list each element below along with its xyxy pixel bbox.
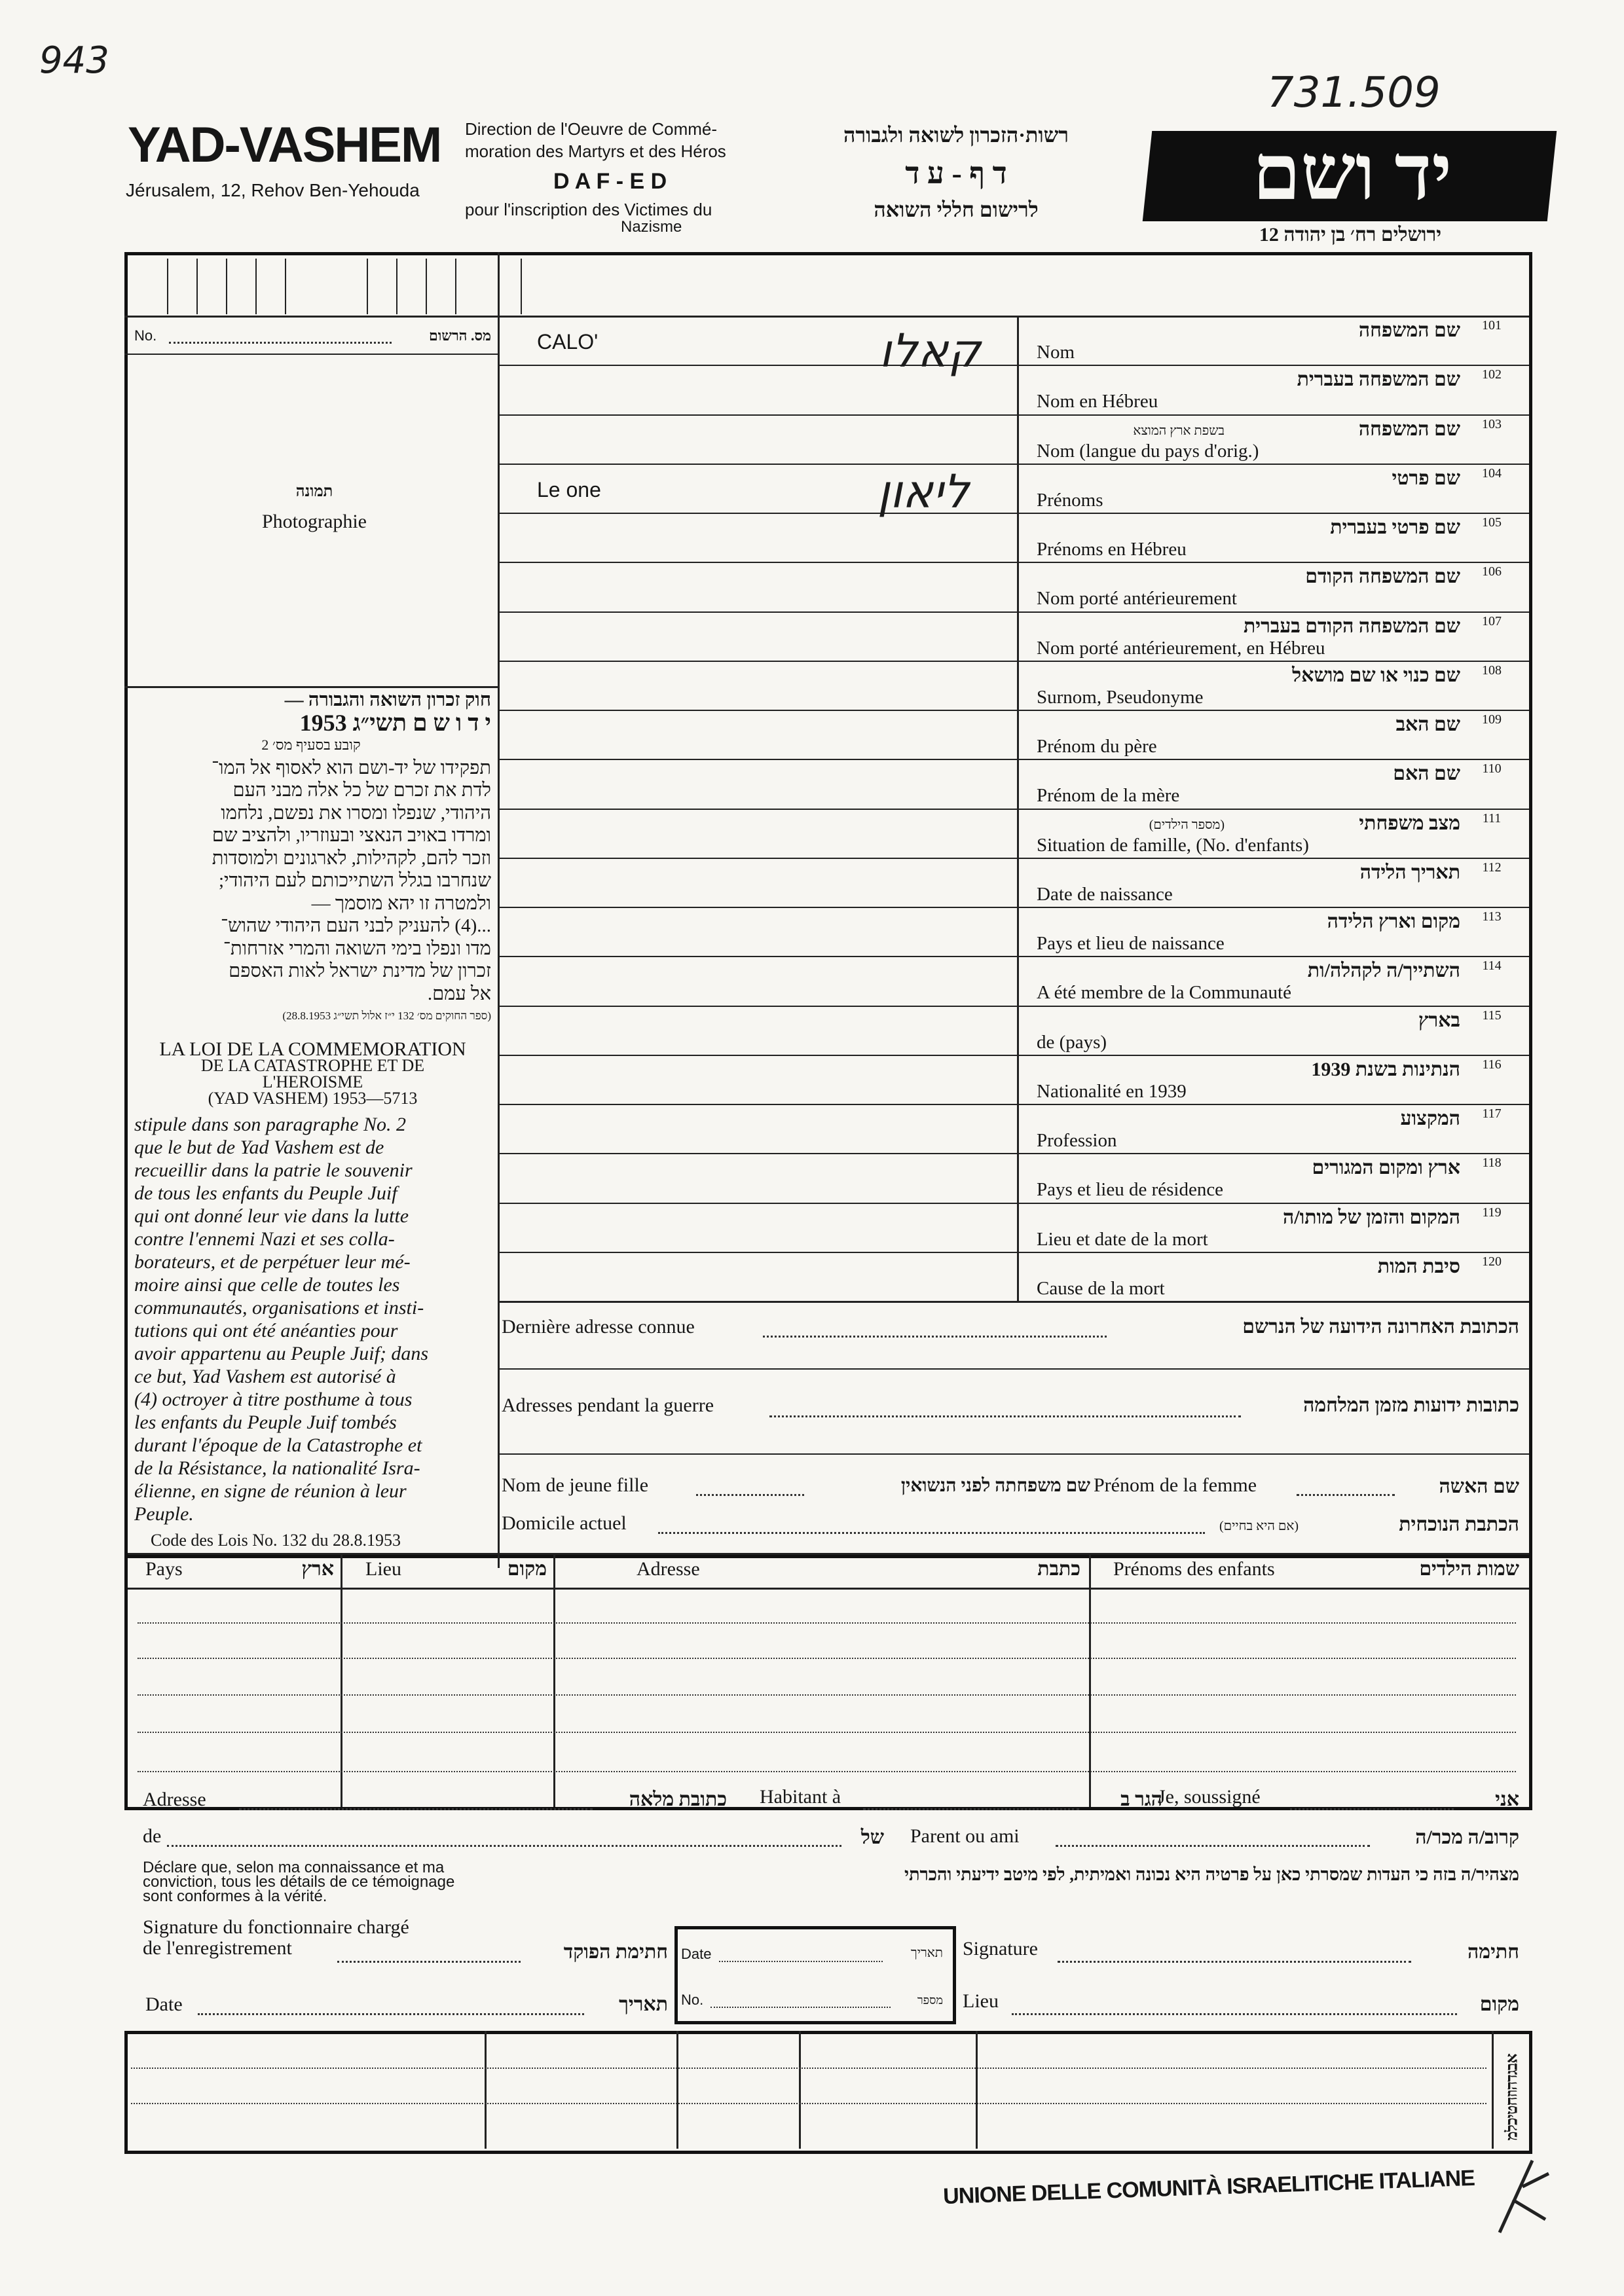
sig-official-label xyxy=(143,1917,409,1959)
field-label-fr-104: Prénoms xyxy=(1037,489,1103,511)
field-label-he-102: שם המשפחה בעברית xyxy=(1297,369,1460,391)
sig-official-line: Signature du fonctionnaire chargé xyxy=(143,1916,409,1938)
field-row-line xyxy=(498,907,1529,908)
tick-5 xyxy=(285,259,286,314)
reg-no-line xyxy=(124,354,498,355)
signature-field[interactable] xyxy=(1058,1961,1411,1963)
stamp-no-field[interactable] xyxy=(710,2007,891,2008)
field-number-113: 113 xyxy=(1482,909,1502,924)
field-label-he-small-103: בשפת ארץ המוצא xyxy=(1133,423,1225,438)
field-value-109[interactable] xyxy=(537,724,832,754)
de-label-he: של xyxy=(860,1827,884,1848)
law-fr-line: de tous les enfants du Peuple Juif xyxy=(134,1182,397,1204)
field-row-line xyxy=(498,661,1529,662)
wife-name-label-he: שם האשה xyxy=(1439,1476,1519,1497)
war-address-label-he: כתובות ידועות מזמן המלחמה xyxy=(1303,1394,1519,1416)
field-value-114[interactable] xyxy=(537,970,832,1000)
field-label-he-small-111: (מספר הילדים) xyxy=(1149,817,1225,832)
field-row-line xyxy=(498,858,1529,859)
field-label-fr-117: Profession xyxy=(1037,1130,1117,1151)
stamp-date-label: Date xyxy=(681,1946,712,1962)
tick-9 xyxy=(455,259,456,314)
field-label-fr-113: Pays et lieu de naissance xyxy=(1037,933,1225,954)
children-col-3 xyxy=(1089,1553,1091,1807)
field-number-118: 118 xyxy=(1482,1156,1502,1171)
office-col-3 xyxy=(799,2031,801,2149)
field-number-108: 108 xyxy=(1482,663,1502,678)
header-fr-line2: moration des Martyrs et des Héros xyxy=(465,141,726,161)
field-label-he-110: שם האם xyxy=(1393,763,1460,785)
field-value-107[interactable] xyxy=(537,626,832,655)
law-fr-line: ce but, Yad Vashem est autorisé à xyxy=(134,1366,396,1387)
field-value-103[interactable] xyxy=(537,429,832,458)
law-fr-body xyxy=(134,1113,494,1525)
field-number-111: 111 xyxy=(1482,811,1502,826)
stamp-date-field[interactable] xyxy=(719,1961,883,1962)
children-row-4[interactable] xyxy=(138,1732,1516,1733)
field-number-101: 101 xyxy=(1482,318,1502,333)
field-label-he-103: שם המשפחה xyxy=(1358,418,1460,440)
law-fr-line: que le but de Yad Vashem est de xyxy=(134,1137,384,1158)
field-value-102[interactable] xyxy=(537,379,832,409)
law-he-line: תפקידו של יד-ושם הוא לאסוף אל המו־ xyxy=(212,757,491,778)
addr-line-1 xyxy=(498,1368,1529,1370)
field-number-112: 112 xyxy=(1482,860,1502,875)
law-he-line: חוק זכרון השואה והגבורה — xyxy=(284,689,491,710)
law-fr-title-line: DE LA CATASTROPHE ET DE xyxy=(200,1056,425,1075)
law-fr-title-line: L'HEROISME xyxy=(262,1072,363,1091)
field-label-he-107: שם המשפחה הקודם בעברית xyxy=(1244,615,1460,637)
field-value-119[interactable] xyxy=(537,1217,832,1247)
field-number-119: 119 xyxy=(1482,1205,1502,1220)
handwritten-value-104: ליאון xyxy=(877,465,970,519)
header-fr-title: D A F - E D xyxy=(553,169,667,194)
law-fr-title-line: LA LOI DE LA COMMEMORATION xyxy=(159,1038,466,1060)
field-row-line xyxy=(498,1153,1529,1154)
war-address-label: Adresses pendant la guerre xyxy=(502,1394,714,1416)
field-row-line xyxy=(498,1055,1529,1056)
field-label-he-109: שם האב xyxy=(1395,714,1460,735)
maiden-name-field[interactable] xyxy=(696,1494,804,1496)
field-number-120: 120 xyxy=(1482,1254,1502,1269)
top-right-annotation: 731.509 xyxy=(1267,69,1441,117)
tick-10 xyxy=(521,259,522,314)
field-value-105[interactable] xyxy=(537,527,832,556)
law-fr-line: Peuple. xyxy=(134,1503,194,1525)
children-col-2 xyxy=(553,1553,555,1807)
field-number-114: 114 xyxy=(1482,958,1502,974)
children-row-5[interactable] xyxy=(138,1771,1516,1772)
children-row-2[interactable] xyxy=(138,1658,1516,1659)
field-label-he-117: המקצוע xyxy=(1400,1108,1460,1129)
law-fr-line: recueillir dans la patrie le souvenir xyxy=(134,1159,413,1181)
reg-no-field[interactable] xyxy=(169,342,392,344)
tick-2 xyxy=(196,259,198,314)
wife-name-label: Prénom de la femme xyxy=(1094,1474,1257,1496)
field-label-he-118: ארץ ומקום המגורים xyxy=(1312,1157,1460,1179)
declarant-address-label: Adresse xyxy=(143,1789,206,1810)
field-label-he-116: הנתינות בשנת 1939 xyxy=(1311,1058,1460,1080)
office-col-4 xyxy=(976,2031,978,2149)
field-value-112[interactable] xyxy=(537,872,832,902)
field-label-he-115: בארץ xyxy=(1418,1009,1460,1031)
field-row-line xyxy=(498,1252,1529,1253)
logo-address: ירושלים רח׳ בן יהודה 12 xyxy=(1259,224,1442,246)
tick-3 xyxy=(226,259,227,314)
law-fr-line: durant l'époque de la Catastrophe et xyxy=(134,1434,422,1456)
field-value-110[interactable] xyxy=(537,773,832,803)
declarant-address-field[interactable] xyxy=(239,1808,593,1810)
law-fr-line: contre l'ennemi Nazi et ses colla- xyxy=(134,1228,395,1250)
law-he-line: ...(4) להעניק לבני העם היהודי שהוש־ xyxy=(220,915,491,936)
law-code: Code des Lois No. 132 du 28.8.1953 xyxy=(151,1531,401,1550)
law-fr-line: borateurs, et de perpétuer leur mé- xyxy=(134,1251,411,1273)
field-row-line xyxy=(498,809,1529,810)
field-value-117[interactable] xyxy=(537,1118,832,1148)
soussigne-label: Je, soussigné xyxy=(1158,1786,1261,1808)
office-use-grid xyxy=(124,2031,1532,2154)
field-row-line xyxy=(498,464,1529,465)
last-address-field[interactable] xyxy=(763,1336,1107,1338)
field-label-he-104: שם פרטי xyxy=(1392,467,1460,489)
law-fr-line: avoir appartenu au Peuple Juif; dans xyxy=(134,1343,429,1364)
header-he-line3: לרישום חללי השואה xyxy=(874,198,1039,221)
photo-label: Photographie xyxy=(262,511,367,532)
date-field[interactable] xyxy=(198,2013,584,2015)
office-col-2 xyxy=(676,2031,678,2149)
sig-official-label-he: חתימת הפוקד xyxy=(563,1941,668,1963)
header-fr-line4: Nazisme xyxy=(621,218,682,236)
de-label: de xyxy=(143,1825,162,1847)
office-col-1 xyxy=(485,2031,487,2149)
law-fr-title xyxy=(131,1038,494,1108)
addr-line-2 xyxy=(498,1453,1529,1455)
declare-he: מצהיר/ה בזה כי העדות שמסרתי כאן על פרטיה היא נכונה ואמיתית, לפי מיטב ידיעתי והכרתי xyxy=(904,1865,1519,1884)
field-row-line xyxy=(498,1203,1529,1204)
office-row-2[interactable] xyxy=(131,2103,1486,2104)
law-fr-line: élienne, en signe de réunion à leur xyxy=(134,1480,407,1502)
date-label: Date xyxy=(145,1994,183,2015)
field-row-line xyxy=(498,1006,1529,1007)
stamp-no-label: No. xyxy=(681,1992,704,2008)
field-label-fr-116: Nationalité en 1939 xyxy=(1037,1080,1187,1102)
law-he-line: אל עמם. xyxy=(427,983,491,1004)
field-label-he-120: סיבת המות xyxy=(1377,1255,1460,1277)
children-header-prenoms: Prénoms des enfants xyxy=(1113,1558,1275,1580)
field-number-116: 116 xyxy=(1482,1057,1502,1072)
habitant-label-he: הגר ב xyxy=(1120,1789,1162,1810)
law-he-line: י ד ו ש ם תשי״ג 1953 xyxy=(299,709,491,736)
law-he-line: לדת את זכרם של כל אלה מבני העם xyxy=(232,780,491,801)
children-header-adresse-he: כתבת xyxy=(1037,1558,1080,1580)
law-he-line: מדו ונפלו בימי השואה והמרי אזרחות־ xyxy=(223,938,491,959)
field-number-110: 110 xyxy=(1482,761,1502,776)
declare-fr-line: sont conformes à la vérité. xyxy=(143,1887,327,1905)
declare-fr-line: conviction, tous les détails de ce témoignage xyxy=(143,1873,455,1891)
lieu-field[interactable] xyxy=(1012,2013,1457,2015)
signature-label-he: חתימה xyxy=(1467,1941,1519,1963)
sig-official-field[interactable] xyxy=(337,1961,521,1963)
habitant-label: Habitant à xyxy=(760,1786,841,1808)
field-value-108[interactable] xyxy=(537,675,832,704)
field-value-116[interactable] xyxy=(537,1069,832,1099)
field-label-fr-114: A été membre de la Communauté xyxy=(1037,982,1291,1004)
field-row-line xyxy=(498,562,1529,563)
tick-8 xyxy=(426,259,427,314)
reg-no-label: No. xyxy=(134,327,157,344)
field-label-he-119: המקום והזמן של מותו/ה xyxy=(1282,1206,1460,1228)
field-row-line xyxy=(498,759,1529,760)
soussigne-label-he: אני xyxy=(1495,1789,1519,1810)
logo-text: יד ושם xyxy=(1252,130,1452,216)
children-header-lieu-he: מקום xyxy=(507,1558,547,1580)
field-value-113[interactable] xyxy=(537,921,832,951)
top-strip-bottom xyxy=(124,316,1529,318)
field-label-fr-109: Prénom du père xyxy=(1037,736,1157,757)
field-label-fr-115: de (pays) xyxy=(1037,1031,1107,1053)
law-he-line: קובע בסעיף מס׳ 2 xyxy=(261,737,361,753)
stamp-date-label-he: תאריך xyxy=(910,1946,943,1960)
header-he-title: ד ף - ע ד xyxy=(905,156,1007,190)
law-hebrew xyxy=(131,689,491,1028)
field-label-he-101: שם המשפחה xyxy=(1358,319,1460,341)
signature-label: Signature xyxy=(963,1938,1038,1959)
field-label-fr-119: Lieu et date de la mort xyxy=(1037,1228,1208,1250)
header-fr-line3: pour l'inscription des Victimes du xyxy=(465,200,712,219)
children-row-1[interactable] xyxy=(138,1622,1516,1624)
law-fr-line: de la Résistance, la nationalité Isra- xyxy=(134,1457,420,1479)
field-label-fr-112: Date de naissance xyxy=(1037,883,1173,905)
law-fr-line: moire ainsi que celle de toutes les xyxy=(134,1274,400,1296)
photo-area[interactable] xyxy=(128,357,494,684)
field-value-118[interactable] xyxy=(537,1167,832,1197)
declare-fr xyxy=(143,1861,454,1904)
tick-6 xyxy=(367,259,368,314)
field-label-fr-107: Nom porté antérieurement, en Hébreu xyxy=(1037,637,1325,659)
field-number-105: 105 xyxy=(1482,515,1502,530)
law-fr-title-line: (YAD VASHEM) 1953—5713 xyxy=(208,1089,418,1108)
field-value-115[interactable] xyxy=(537,1020,832,1049)
photo-bottom-line xyxy=(124,686,498,688)
footer-stamp: UNIONE DELLE COMUNITÀ ISRAELITICHE ITALIANE xyxy=(942,2165,1475,2210)
footer-signature-scribble xyxy=(1486,2147,1559,2239)
children-header-adresse: Adresse xyxy=(637,1558,700,1580)
field-label-fr-102: Nom en Hébreu xyxy=(1037,391,1158,412)
law-he-line: ומרדו באויב הנאצי ובעוזריו, ולהציב שם xyxy=(212,825,491,846)
field-label-fr-101: Nom xyxy=(1037,342,1075,363)
org-address: Jérusalem, 12, Rehov Ben-Yehouda xyxy=(126,180,420,200)
children-header-pays: Pays xyxy=(145,1558,183,1580)
law-fr-line: (4) octroyer à titre posthume à tous xyxy=(134,1389,413,1410)
war-address-field[interactable] xyxy=(769,1415,1241,1417)
declare-fr-line: Déclare que, selon ma connaissance et ma xyxy=(143,1859,445,1876)
domicile-label-he-small: (אם היא בחיים) xyxy=(1219,1519,1299,1533)
field-label-fr-105: Prénoms en Hébreu xyxy=(1037,539,1187,560)
header-he-line1: רשות·הזכרון לשואה ולגבורה xyxy=(843,123,1069,147)
addr-top-line xyxy=(498,1301,1529,1303)
field-label-fr-111: Situation de famille, (No. d'enfants) xyxy=(1037,834,1309,856)
tick-1 xyxy=(167,259,168,314)
law-he-line: שנחרבו בגלל השתייכותם לעם היהודי; xyxy=(219,870,491,891)
parent-field[interactable] xyxy=(1056,1845,1370,1847)
handwritten-value-101: קאלו xyxy=(879,324,981,378)
children-col-1 xyxy=(341,1553,342,1807)
office-code-letters: אבגדהוזחטיכלמ xyxy=(1504,2054,1521,2141)
law-he-line: וזכר להם, לקהילות, לארגונים ולמוסדות xyxy=(212,847,491,869)
field-number-106: 106 xyxy=(1482,564,1502,579)
field-value-120[interactable] xyxy=(537,1266,832,1296)
field-label-fr-103: Nom (langue du pays d'orig.) xyxy=(1037,440,1259,462)
field-label-he-105: שם פרטי בעברית xyxy=(1330,517,1460,538)
stamp-no-label-he: מספר xyxy=(917,1994,943,2007)
field-number-115: 115 xyxy=(1482,1008,1502,1023)
field-label-fr-118: Pays et lieu de résidence xyxy=(1037,1179,1224,1201)
field-row-line xyxy=(498,710,1529,711)
field-label-fr-120: Cause de la mort xyxy=(1037,1277,1165,1299)
office-row-1[interactable] xyxy=(131,2068,1486,2069)
law-fr-line: qui ont donné leur vie dans la lutte xyxy=(134,1205,409,1227)
declarant-address-label-he: כתובת מלאה xyxy=(629,1789,727,1810)
children-header-pays-he: ארץ xyxy=(301,1558,334,1580)
habitant-field[interactable] xyxy=(863,1808,1079,1810)
sig-official-line: de l'enregistrement xyxy=(143,1937,292,1959)
maiden-name-label: Nom de jeune fille xyxy=(502,1474,649,1496)
field-label-he-111: מצב משפחתי xyxy=(1359,812,1460,834)
field-row-line xyxy=(498,611,1529,613)
field-label-fr-108: Surnom, Pseudonyme xyxy=(1037,686,1204,708)
field-value-111[interactable] xyxy=(537,823,832,852)
photo-label-he: תמונה xyxy=(295,483,333,500)
maiden-name-label-he: שם משפחתה לפני הנשואין xyxy=(900,1476,1090,1496)
field-value-106[interactable] xyxy=(537,576,832,606)
law-he-line: היהודי, שנפלו ומסרו את נפשם, נלחמו xyxy=(221,802,491,824)
reg-no-label-he: מס. הרשום xyxy=(429,327,491,344)
law-fr-line: stipule dans son paragraphe No. 2 xyxy=(134,1114,407,1135)
last-address-label: Dernière adresse connue xyxy=(502,1316,695,1338)
org-name: YAD-VASHEM xyxy=(128,117,441,173)
field-number-107: 107 xyxy=(1482,613,1502,629)
field-number-103: 103 xyxy=(1482,416,1502,431)
law-fr-line: tutions qui ont été anéanties pour xyxy=(134,1320,398,1341)
de-field[interactable] xyxy=(167,1845,841,1847)
tick-4 xyxy=(255,259,257,314)
field-row-line xyxy=(498,513,1529,514)
field-label-he-106: שם המשפחה הקודם xyxy=(1305,566,1460,588)
header-fr-line1: Direction de l'Oeuvre de Commé- xyxy=(465,119,717,139)
law-he-line: (ספר החוקים מס׳ 132 י״ז אלול תשי״ג 28.8.1953) xyxy=(282,1010,491,1022)
children-header-lieu: Lieu xyxy=(365,1558,401,1580)
field-value-104[interactable]: Le one xyxy=(537,477,601,501)
soussigne-field[interactable] xyxy=(1290,1808,1454,1810)
wife-name-field[interactable] xyxy=(1297,1494,1395,1496)
domicile-field[interactable] xyxy=(658,1532,1205,1534)
field-number-104: 104 xyxy=(1482,465,1502,481)
law-fr-line: les enfants du Peuple Juif tombés xyxy=(134,1412,397,1433)
field-number-117: 117 xyxy=(1482,1106,1502,1121)
date-label-he: תאריך xyxy=(619,1994,668,2015)
field-row-line xyxy=(498,956,1529,957)
field-label-he-108: שם כנוי או שם מושאל xyxy=(1292,664,1460,686)
field-label-fr-106: Nom porté antérieurement xyxy=(1037,588,1237,610)
top-left-annotation: 943 xyxy=(39,39,109,82)
last-address-label-he: הכתובת האחרונה הידועה של הנרשם xyxy=(1242,1316,1519,1338)
lieu-label-he: מקום xyxy=(1479,1994,1519,2015)
field-label-he-113: מקום וארץ הלידה xyxy=(1327,911,1460,932)
children-header-prenoms-he: שמות הילדים xyxy=(1419,1558,1519,1580)
field-row-line xyxy=(498,414,1529,416)
domicile-label: Domicile actuel xyxy=(502,1512,627,1534)
field-label-fr-110: Prénom de la mère xyxy=(1037,785,1180,807)
lieu-label: Lieu xyxy=(963,1990,999,2012)
field-number-102: 102 xyxy=(1482,367,1502,382)
domicile-label-he: הכתבת הנוכחית xyxy=(1399,1514,1519,1535)
field-number-109: 109 xyxy=(1482,712,1502,727)
registration-stamp-box xyxy=(674,1926,956,2024)
field-label-he-112: תאריך הלידה xyxy=(1359,861,1460,883)
children-row-3[interactable] xyxy=(138,1694,1516,1696)
law-he-line: ולמטרה זו יהא מוסמך — xyxy=(311,892,491,914)
field-row-line xyxy=(498,1104,1529,1105)
office-col-5 xyxy=(1492,2031,1494,2149)
law-he-line: זכרון של מדינת ישראל לאות האספם xyxy=(229,960,491,981)
tick-7 xyxy=(396,259,397,314)
parent-label: Parent ou ami xyxy=(910,1825,1020,1847)
parent-label-he: קרוב/ה מכר/ה xyxy=(1415,1827,1519,1848)
left-col-divider xyxy=(498,252,500,1568)
law-fr-line: communautés, organisations et insti- xyxy=(134,1297,424,1319)
field-label-he-114: השתייך/ה לקהלה/ות xyxy=(1307,960,1460,982)
field-value-101[interactable]: CALO' xyxy=(537,330,599,354)
